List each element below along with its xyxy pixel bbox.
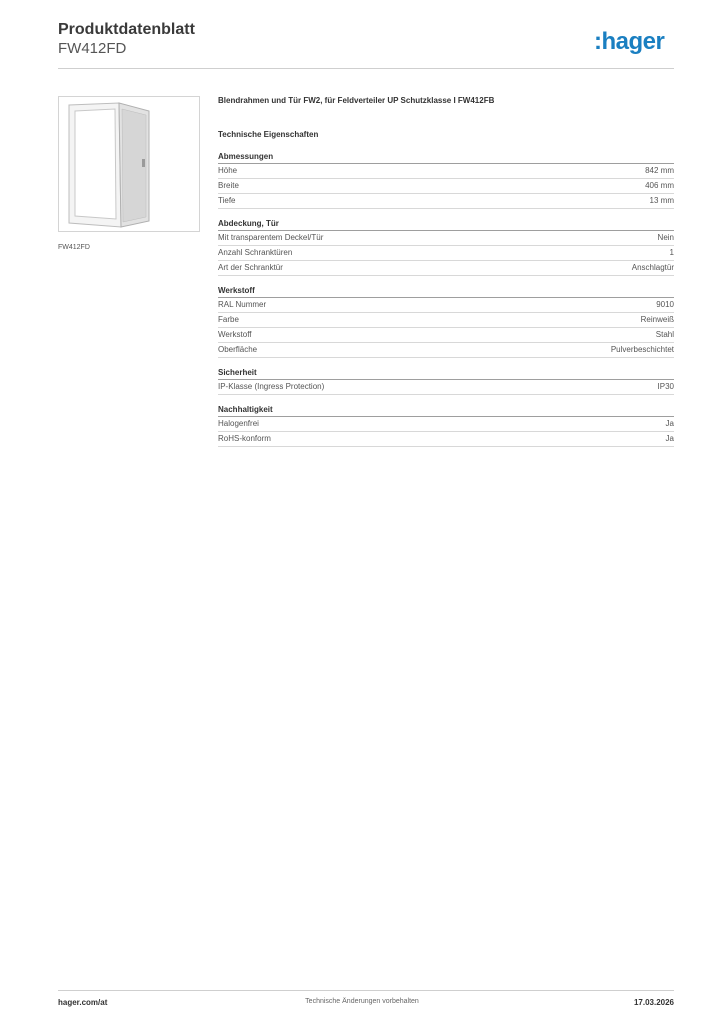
property-label: RAL Nummer xyxy=(218,300,267,309)
property-section xyxy=(218,285,674,358)
product-image-caption: FW412FD xyxy=(58,244,90,251)
property-label: Farbe xyxy=(218,315,239,324)
property-row xyxy=(218,231,674,246)
property-row xyxy=(218,298,674,313)
section-title: Abmessungen xyxy=(218,151,674,164)
property-row xyxy=(218,417,674,432)
property-value: Pulverbeschichtet xyxy=(610,345,674,354)
property-value: Reinweiß xyxy=(640,315,674,324)
property-value: Anschlagtür xyxy=(631,263,674,272)
property-value: Nein xyxy=(657,233,674,242)
property-value: 842 mm xyxy=(645,166,674,175)
property-label: Oberfläche xyxy=(218,345,258,354)
property-label: Anzahl Schranktüren xyxy=(218,248,293,257)
property-value: 13 mm xyxy=(649,196,674,205)
property-label: Halogenfrei xyxy=(218,419,259,428)
property-value: Ja xyxy=(665,434,674,443)
property-row xyxy=(218,246,674,261)
property-label: Breite xyxy=(218,181,239,190)
property-label: Tiefe xyxy=(218,196,236,205)
property-value: 406 mm xyxy=(645,181,674,190)
footer-website: hager.com/at xyxy=(58,998,108,1007)
property-row xyxy=(218,261,674,276)
property-row xyxy=(218,179,674,194)
property-label: Werkstoff xyxy=(218,330,252,339)
product-image xyxy=(58,96,200,232)
hager-logo xyxy=(594,27,674,57)
property-section xyxy=(218,367,674,395)
page-title: Produktdatenblatt xyxy=(58,21,195,38)
hager-logo-text: :hager xyxy=(594,28,665,55)
property-value: Ja xyxy=(665,419,674,428)
product-details xyxy=(218,96,674,456)
section-title: Nachhaltigkeit xyxy=(218,404,674,417)
header-divider xyxy=(58,68,674,69)
property-row xyxy=(218,328,674,343)
section-title: Werkstoff xyxy=(218,285,674,298)
property-label: Höhe xyxy=(218,166,238,175)
property-label: Mit transparentem Deckel/Tür xyxy=(218,233,324,242)
property-sections xyxy=(218,151,674,447)
property-row xyxy=(218,432,674,447)
section-title: Abdeckung, Tür xyxy=(218,218,674,231)
property-value: IP30 xyxy=(657,382,674,391)
property-label: RoHS-konform xyxy=(218,434,271,443)
property-value: 9010 xyxy=(656,300,674,309)
section-title: Sicherheit xyxy=(218,367,674,380)
property-value: 1 xyxy=(669,248,674,257)
footer-divider xyxy=(58,990,674,991)
technical-properties-title: Technische Eigenschaften xyxy=(218,130,319,139)
property-row xyxy=(218,380,674,395)
product-code: FW412FD xyxy=(58,40,127,57)
property-section xyxy=(218,218,674,276)
property-row xyxy=(218,313,674,328)
product-description: Blendrahmen und Tür FW2, für Feldverteiler UP Schutzklasse I FW412FB xyxy=(218,96,495,105)
property-row xyxy=(218,164,674,179)
property-row xyxy=(218,343,674,358)
footer-notice: Technische Änderungen vorbehalten xyxy=(305,998,419,1005)
property-label: IP-Klasse (Ingress Protection) xyxy=(218,382,325,391)
property-row xyxy=(218,194,674,209)
property-section xyxy=(218,151,674,209)
footer-date: 17.03.2026 xyxy=(633,998,674,1007)
property-section xyxy=(218,404,674,447)
property-value: Stahl xyxy=(655,330,674,339)
cabinet-door-illustration xyxy=(59,97,201,233)
property-label: Art der Schranktür xyxy=(218,263,283,272)
